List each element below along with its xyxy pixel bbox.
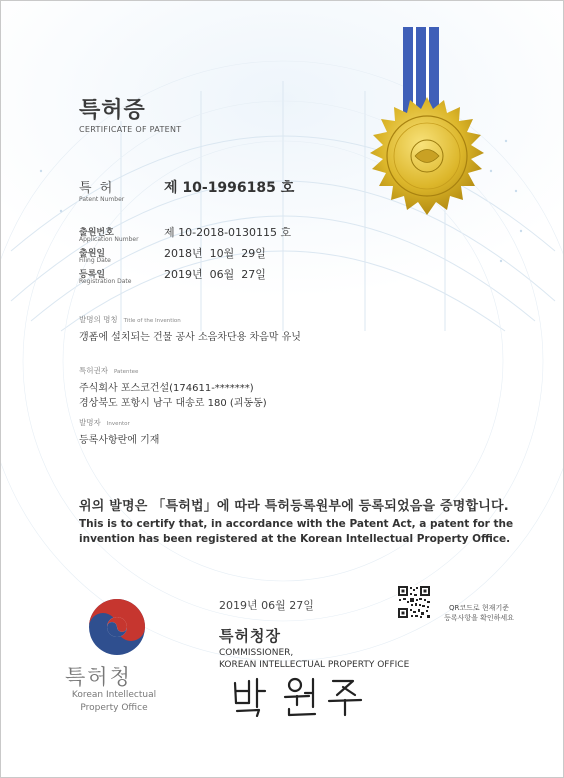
filing-date-label: 출원일 [79, 249, 106, 259]
org-name-en-line2: Property Office [80, 703, 148, 713]
invention-label-ko: 발명의 명칭 [79, 315, 118, 324]
patentee-address: 경상북도 포항시 남구 대송로 180 (괴동동) [79, 398, 267, 409]
application-number-label: 출원번호 [79, 228, 114, 238]
kipo-logo-icon [87, 597, 147, 657]
inventor-label [79, 417, 130, 428]
patentee-label-en: Patentee [113, 369, 139, 375]
inventor-label-ko: 발명자 [79, 418, 101, 427]
commissioner-en-line1: COMMISSIONER, [219, 648, 294, 658]
certification-statement-ko: 위의 발명은 「특허법」에 따라 특허등록원부에 등록되었음을 증명합니다. [79, 499, 509, 514]
issue-date: 2019년 06월 27일 [219, 599, 314, 612]
qr-instruction-text [429, 603, 529, 623]
org-name-en [59, 689, 169, 715]
patentee-name: 주식회사 포스코건설(174611-*******) [79, 383, 254, 394]
org-name-ko: 특허청 [65, 665, 132, 689]
gold-seal-icon [365, 95, 489, 219]
patentee-label-ko: 특허권자 [79, 366, 108, 375]
filing-date-label-en: Filing Date [79, 257, 111, 264]
registration-date-label-en: Registration Date [79, 278, 132, 285]
patent-number-label-en: Patent Number [79, 196, 125, 203]
filing-date-value: 2018년 10월 29일 [164, 247, 266, 260]
registration-date-value: 2019년 06월 27일 [164, 268, 266, 281]
commissioner-title-ko: 특허청장 [219, 627, 281, 645]
registration-date-label: 등록일 [79, 270, 106, 280]
commissioner-en-line2: KOREAN INTELLECTUAL PROPERTY OFFICE [219, 660, 410, 670]
inventor-value: 등록사항란에 기재 [79, 435, 160, 446]
commissioner-signature [227, 673, 377, 717]
patentee-label [79, 365, 138, 376]
application-number-label-en: Application Number [79, 236, 139, 243]
commissioner-title-en [219, 647, 409, 671]
invention-title-value: 갱폼에 설치되는 건물 공사 소음차단용 차음막 유닛 [79, 332, 301, 343]
patent-number-value: 제 10-1996185 호 [164, 180, 295, 196]
invention-label-en: Title of the Invention [123, 318, 181, 324]
qr-text-line1: QR코드로 현재기준 [449, 604, 509, 612]
inventor-label-en: Inventor [106, 421, 130, 427]
patent-number-label: 특 허 [79, 181, 115, 196]
qr-text-line2: 등록사항을 확인하세요 [444, 614, 514, 622]
invention-label [79, 314, 181, 325]
org-name-en-line1: Korean Intellectual [71, 690, 157, 700]
certification-statement-en: This is to certify that, in accordance with the Patent Act, a patent for the invention has been registered at the Korean Intellectual Property Office. [79, 518, 514, 545]
qr-code-icon[interactable] [397, 585, 431, 619]
certificate-title: 특허증 [79, 98, 146, 123]
application-number-value: 제 10-2018-0130115 호 [164, 226, 292, 239]
certificate-title-en: CERTIFICATE OF PATENT [79, 125, 182, 134]
